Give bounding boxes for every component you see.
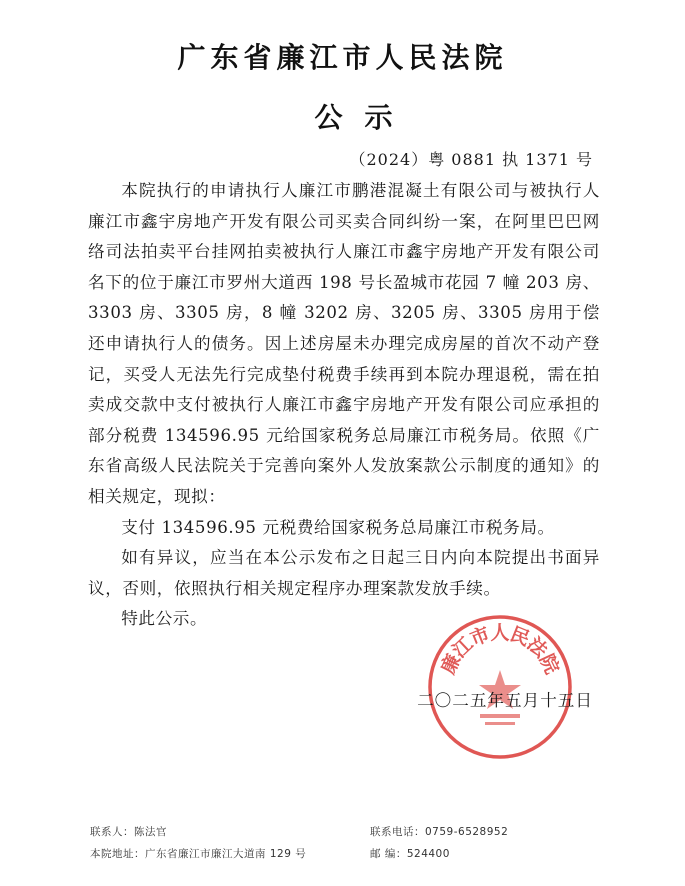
body-paragraph-main: 本院执行的申请执行人廉江市鹏港混凝土有限公司与被执行人廉江市鑫宇房地产开发有限公司买卖合同纠纷一案，在阿里巴巴网络司法拍卖平台挂网拍卖被执行人廉江市鑫宇房地产开发有限公司名下的位于廉江市罗州大道西 198 号长盈城市花园 7 幢 203 房、3303 房、3305 房，8 幢 3202 房、3205 房、3305 房用于偿还申请执行人的债务。因上述房屋未办理完成房屋的首次不动产登记，买受人无法先行完成垫付税费手续再到本院办理退税，需在拍卖成交款中支付被执行人廉江市鑫宇房地产开发有限公司应承担的部分税费 134596.95 元给国家税务总局廉江市税务局。依照《广东省高级人民法院关于完善向案外人发放案款公示制度的通知》的相关规定，现拟：	[88, 181, 600, 506]
seal-character: 民	[506, 623, 533, 651]
footer-contact: 联系人：陈法官	[90, 826, 167, 838]
signature-date: 二〇二五年五月十五日	[417, 691, 593, 710]
document-title: 公示	[314, 101, 415, 134]
body-paragraph-payment: 支付 134596.95 元税费给国家税务总局廉江市税务局。	[121, 517, 555, 537]
seal-character: 院	[534, 650, 563, 678]
notice-body	[88, 176, 600, 635]
footer-phone: 联系电话：0759-6528952	[370, 826, 509, 838]
seal-character: 江	[448, 633, 478, 663]
body-paragraph-closing: 特此公示。	[121, 609, 208, 629]
seal-character: 市	[467, 623, 494, 651]
seal-character: 廉	[437, 650, 466, 678]
footer-postcode: 邮 编：524400	[370, 848, 450, 860]
case-number: （2024）粤 0881 执 1371 号	[349, 150, 593, 169]
court-name: 广东省廉江市人民法院	[177, 41, 508, 74]
seal-character: 法	[522, 633, 552, 663]
footer-address: 本院地址：广东省廉江市廉江大道南 129 号	[90, 848, 307, 860]
body-paragraph-objection: 如有异议，应当在本公示发布之日起三日内向本院提出书面异议，否则，依照执行相关规定程序办理案款发放手续。	[88, 548, 600, 598]
seal-character: 人	[490, 622, 510, 644]
